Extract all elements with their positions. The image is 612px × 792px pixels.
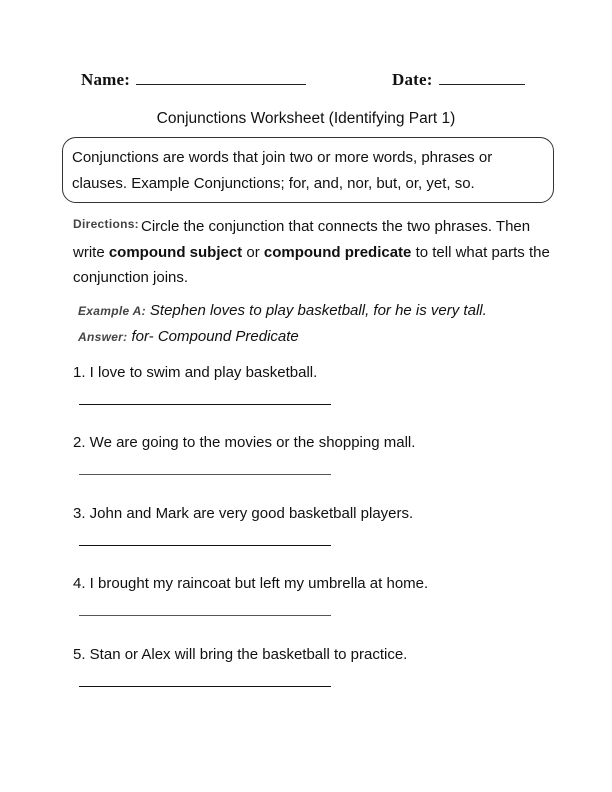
example-a: [78, 302, 487, 319]
answer-line-3[interactable]: [79, 545, 331, 546]
definition-line-2: clauses. Example Conjunctions; for, and, nor, but, or, yet, so.: [72, 175, 475, 192]
question-2: 2. We are going to the movies or the shopping mall.: [73, 434, 416, 451]
question-3: 3. John and Mark are very good basketball players.: [73, 505, 414, 522]
date-blank-line[interactable]: [439, 70, 525, 85]
directions-label: Directions:: [73, 217, 139, 231]
answer-label: Answer:: [78, 330, 128, 344]
example-answer: [78, 328, 299, 345]
date-label: Date:: [392, 70, 433, 89]
directions: [73, 214, 553, 290]
name-label: Name:: [81, 70, 131, 89]
answer-text: for- Compound Predicate: [131, 328, 299, 345]
definition-line-1: Conjunctions are words that join two or more words, phrases or: [72, 149, 493, 166]
page-title: Conjunctions Worksheet (Identifying Part 1): [156, 110, 456, 127]
date-field: [392, 70, 525, 90]
directions-bold-predicate: compound predicate: [263, 244, 412, 261]
definition-box: [62, 137, 554, 203]
answer-line-5[interactable]: [79, 686, 331, 687]
name-field: [81, 70, 306, 90]
directions-text-1: Circle the conjunction that connects the two phrases. Then write: [73, 218, 531, 261]
answer-line-4[interactable]: [79, 615, 331, 616]
name-blank-line[interactable]: [136, 70, 306, 85]
question-4: 4. I brought my raincoat but left my umbrella at home.: [73, 575, 429, 592]
directions-text-2: or: [242, 244, 264, 261]
question-5: 5. Stan or Alex will bring the basketball to practice.: [73, 646, 408, 663]
answer-line-1[interactable]: [79, 404, 331, 405]
directions-bold-subject: compound subject: [108, 244, 243, 261]
question-1: 1. I love to swim and play basketball.: [73, 364, 318, 381]
answer-line-2[interactable]: [79, 474, 331, 475]
example-a-text: Stephen loves to play basketball, for he is very tall.: [149, 302, 487, 319]
example-a-label: Example A:: [78, 304, 146, 318]
directions-text-3: to tell what parts the conjunction joins.: [73, 244, 550, 286]
